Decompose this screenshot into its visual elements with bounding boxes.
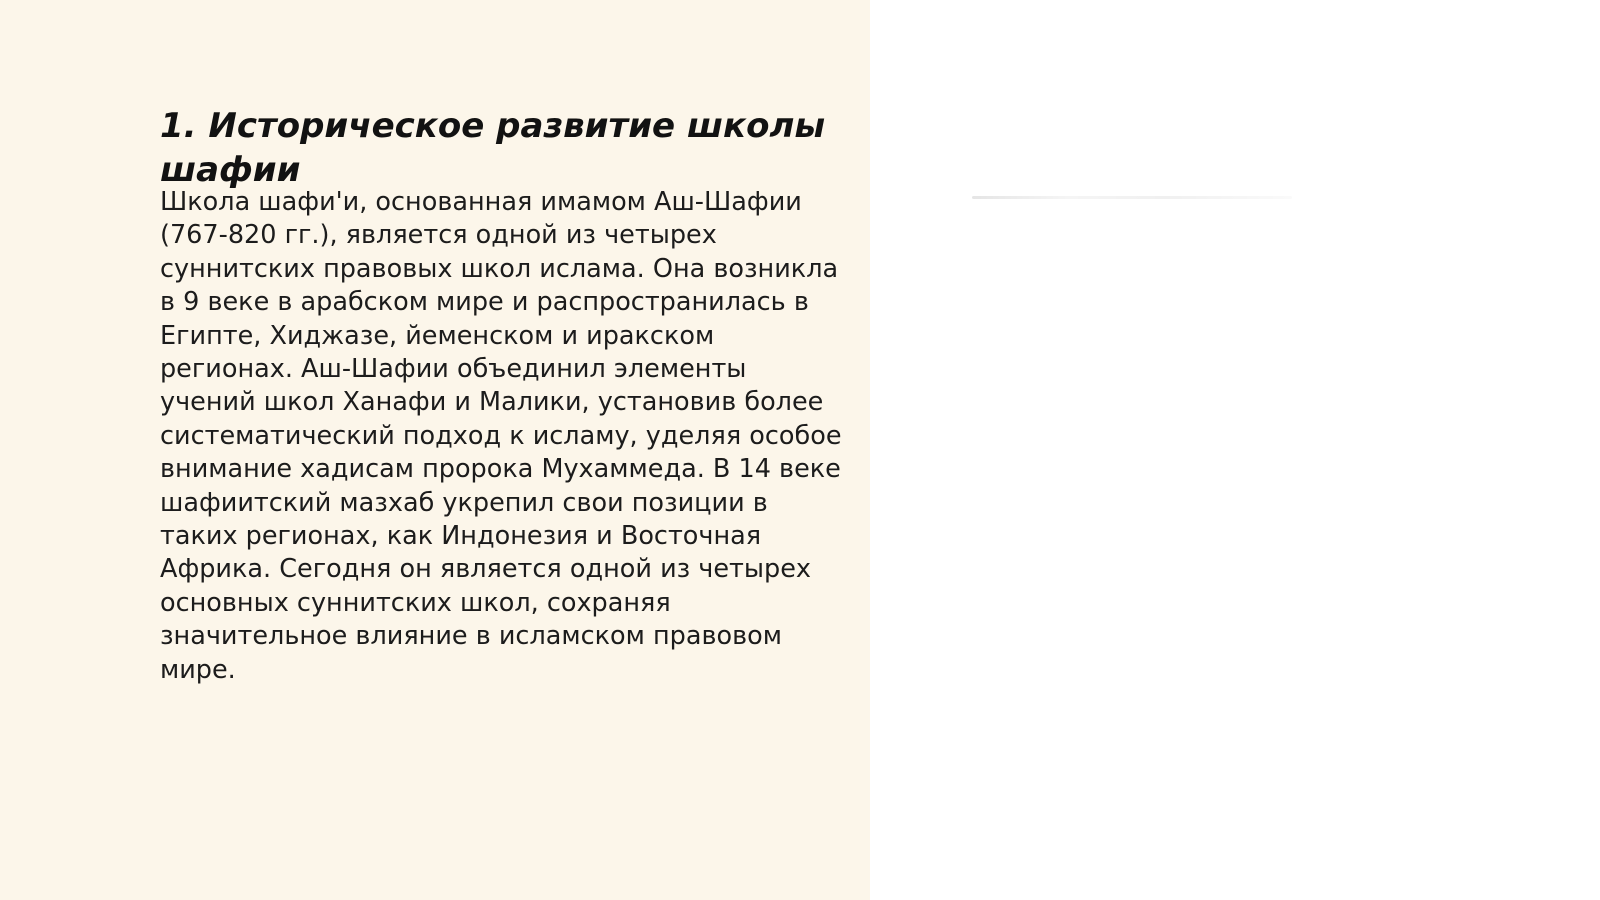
slide-body-text: Школа шафи'и, основанная имамом Аш-Шафии (767-820 гг.), является одной из четырех суннитских правовых школ ислама. Она возникла в 9 веке в арабском мире и распространилась в Египте, Хиджазе, йеменском и иракском регионах. Аш-Шафии объединил элементы учений школ Ханафи и Малики, установив более систематический подход к исламу, уделяя особое внимание хадисам пророка Мухаммеда. В 14 веке шафиитский мазхаб укрепил свои позиции в таких регионах, как Индонезия и Восточная Африка. Сегодня он является одной из четырех основных суннитских школ, сохраняя значительное влияние в исламском правовом мире.: [160, 187, 842, 685]
slide-title: 1. Историческое развитие школы шафии: [160, 106, 826, 190]
faint-artifact-line: [972, 196, 1292, 199]
image-panel: [870, 0, 1600, 900]
